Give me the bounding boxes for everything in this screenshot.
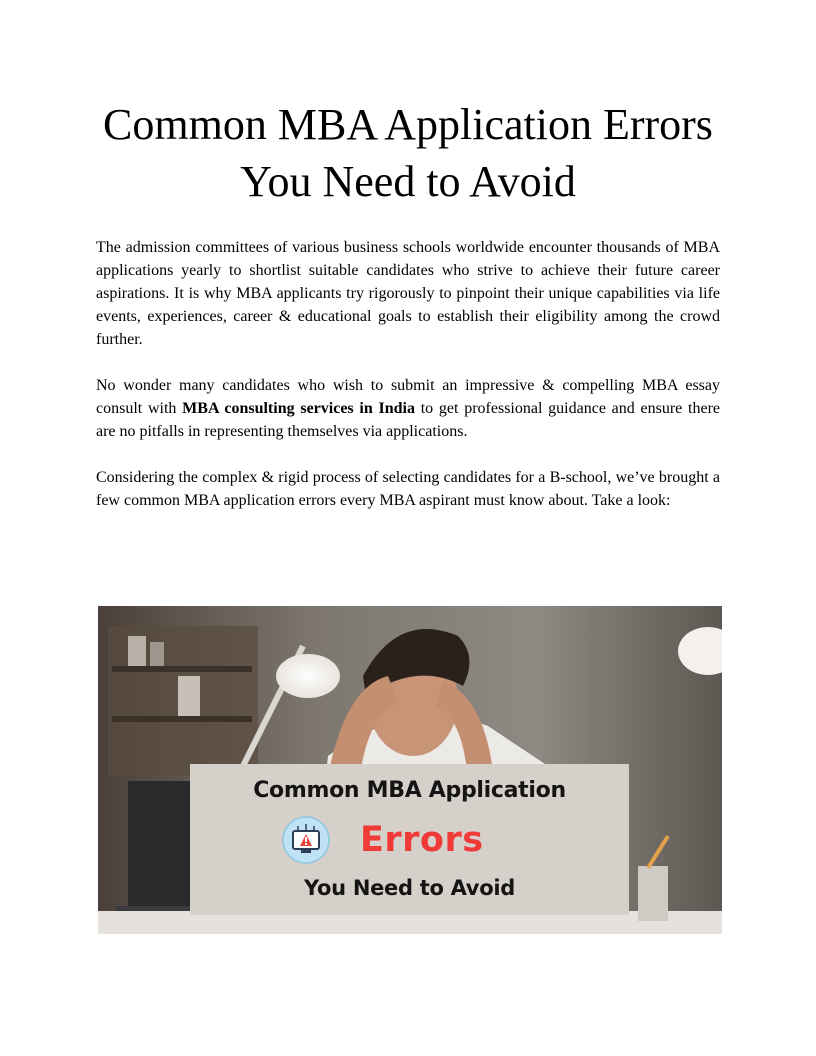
title-line-1: Common MBA Application Errors (103, 100, 713, 149)
document-title (60, 96, 756, 210)
consulting-paragraph (96, 374, 720, 443)
title-line-2: You Need to Avoid (240, 157, 576, 206)
banner-line-2: Errors (360, 820, 484, 860)
warning-monitor-icon (282, 816, 330, 864)
banner-line-3: You Need to Avoid (304, 876, 515, 900)
hero-banner (190, 764, 629, 915)
consulting-paragraph-end: to get professional guidance and ensure there are no pitfalls in representing themselves via applications. (96, 400, 721, 440)
errors-intro-paragraph: Considering the complex & rigid process of selecting candidates for a B-school, we’ve brought a few common MBA application errors every MBA aspirant must know about. Take a look: (96, 469, 720, 509)
mba-consulting-link[interactable]: MBA consulting services in India (182, 400, 415, 417)
consulting-paragraph-start: No wonder many candidates who wish to submit an impressive & compelling MBA essay consult with (96, 377, 720, 417)
hero-image (98, 606, 722, 934)
banner-line-1: Common MBA Application (253, 778, 566, 803)
intro-paragraph: The admission committees of various business schools worldwide encounter thousands of MBA applications yearly to shortlist suitable candidates who strive to achieve their future career aspirations. It is why MBA applicants try rigorously to pinpoint their unique capabilities via life events, experiences, career & educational goals to establish their eligibility among the crowd further. (96, 239, 720, 348)
